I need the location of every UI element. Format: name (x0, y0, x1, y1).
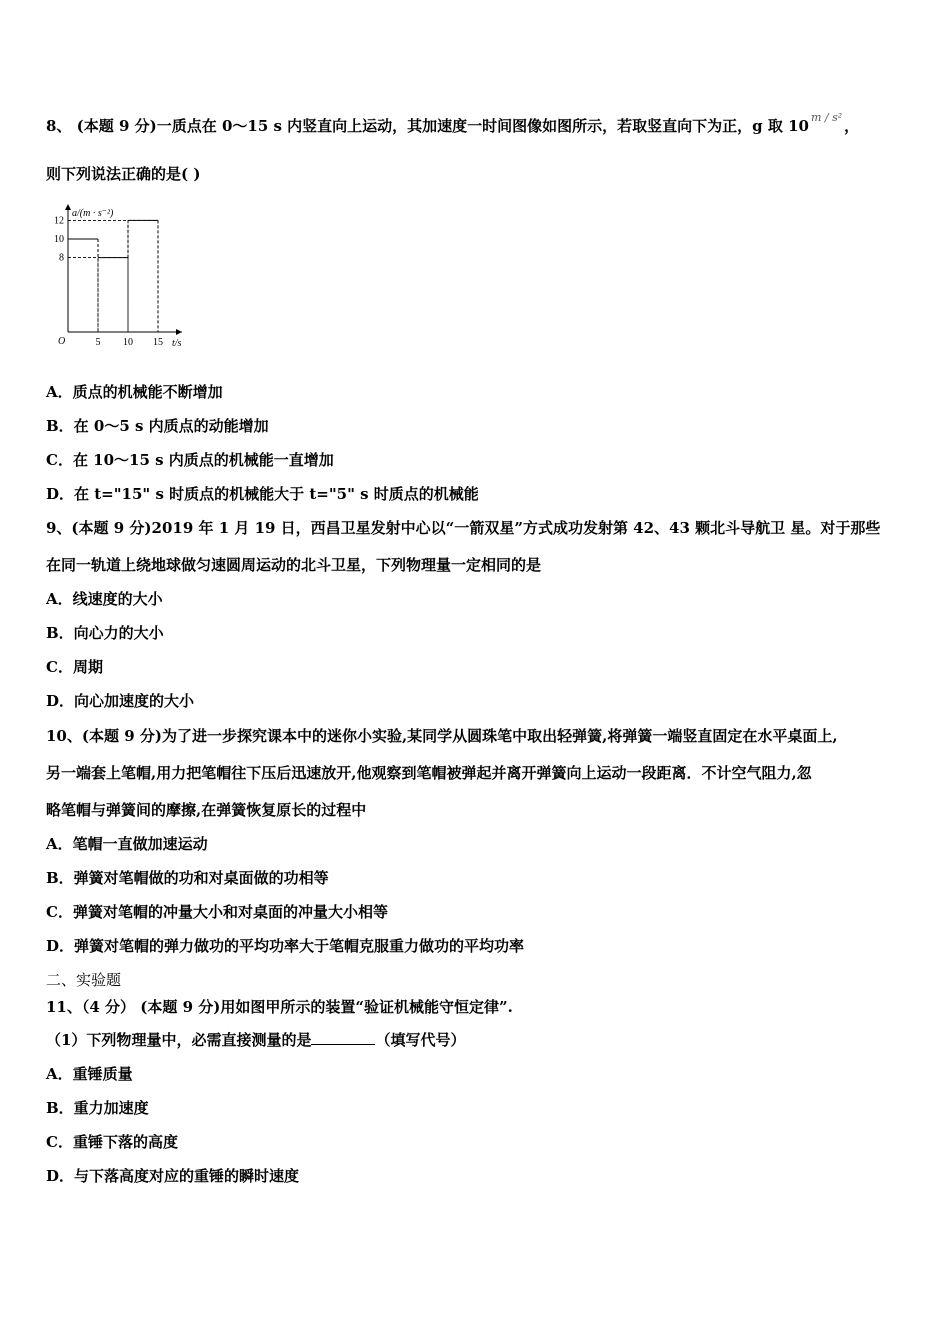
q8-option-a: A．质点的机械能不断增加 (46, 383, 223, 401)
x-tick-label: 15 (153, 337, 163, 348)
q10-option-c: C．弹簧对笔帽的冲量大小和对桌面的冲量大小相等 (46, 903, 388, 921)
y-tick-label: 10 (54, 234, 64, 245)
q8-option-b: B．在 0～5 s 内质点的动能增加 (46, 417, 269, 435)
y-axis-label: a/(m · s⁻²) (72, 208, 114, 219)
q8-unit: m / s² (810, 111, 843, 124)
q11-sub1 (46, 1030, 465, 1050)
q11-sub1-text: （1）下列物理量中，必需直接测量的是 (46, 1031, 312, 1049)
q9-line1: 9、(本题 9 分)2019 年 1 月 19 日，西昌卫星发射中心以“一箭双星”方式成功发射第 42、43 颗北斗导航卫 星。对于那些 (46, 519, 881, 537)
q9-option-a: A．线速度的大小 (46, 590, 163, 608)
q11-option-a: A．重锤质量 (46, 1065, 133, 1083)
q8-line2: 则下列说法正确的是( ) (46, 165, 201, 183)
x-tick-label: 10 (123, 337, 133, 348)
q9-option-b: B．向心力的大小 (46, 624, 164, 642)
q10-line3: 略笔帽与弹簧间的摩擦,在弹簧恢复原长的过程中 (46, 801, 367, 819)
q11-option-b: B．重力加速度 (46, 1099, 149, 1117)
origin-label: O (58, 336, 66, 347)
section-heading: 二、实验题 (46, 971, 122, 989)
x-axis-label: t/s (172, 338, 182, 349)
q9-option-c: C．周期 (46, 658, 103, 676)
y-axis-arrow (65, 204, 71, 210)
q8-text: 8、 (本题 9 分)一质点在 0～15 s 内竖直向上运动，其加速度一时间图像如图所示，若取竖直向下为正，g 取 10 (46, 117, 809, 135)
q8-punct: ， (844, 117, 860, 135)
q10-option-b: B．弹簧对笔帽做的功和对桌面做的功相等 (46, 869, 329, 887)
x-axis-arrow (176, 329, 182, 335)
q10-option-a: A．笔帽一直做加速运动 (46, 835, 208, 853)
q9-line2: 在同一轨道上绕地球做匀速圆周运动的北斗卫星，下列物理量一定相同的是 (46, 556, 542, 574)
q10-option-d: D．弹簧对笔帽的弹力做功的平均功率大于笔帽克服重力做功的平均功率 (46, 937, 525, 955)
q11-option-d: D．与下落高度对应的重锤的瞬时速度 (46, 1167, 300, 1185)
q11-sub1-hint: （填写代号） (375, 1031, 466, 1049)
q10-line2: 另一端套上笔帽,用力把笔帽往下压后迅速放开,他观察到笔帽被弹起并离开弹簧向上运动一段距离．不计空气阻力,忽 (46, 764, 812, 782)
y-tick-label: 12 (54, 215, 64, 227)
y-tick-label: 8 (59, 252, 64, 264)
answer-blank (311, 1030, 375, 1045)
q11-line1: 11、（4 分） (本题 9 分)用如图甲所示的装置“验证机械能守恒定律”. (46, 998, 513, 1016)
q8-line1 (46, 111, 860, 138)
q11-option-c: C．重锤下落的高度 (46, 1133, 178, 1151)
q10-line1: 10、(本题 9 分)为了进一步探究课本中的迷你小实验,某同学从圆珠笔中取出轻弹簧,将弹簧一端竖直固定在水平桌面上, (46, 727, 838, 745)
q8-option-d: D．在 t="15" s 时质点的机械能大于 t="5" s 时质点的机械能 (46, 485, 479, 503)
x-tick-label: 5 (95, 337, 101, 348)
q9-option-d: D．向心加速度的大小 (46, 692, 195, 710)
q8-option-c: C．在 10～15 s 内质点的机械能一直增加 (46, 451, 334, 469)
acceleration-time-chart (50, 198, 220, 350)
